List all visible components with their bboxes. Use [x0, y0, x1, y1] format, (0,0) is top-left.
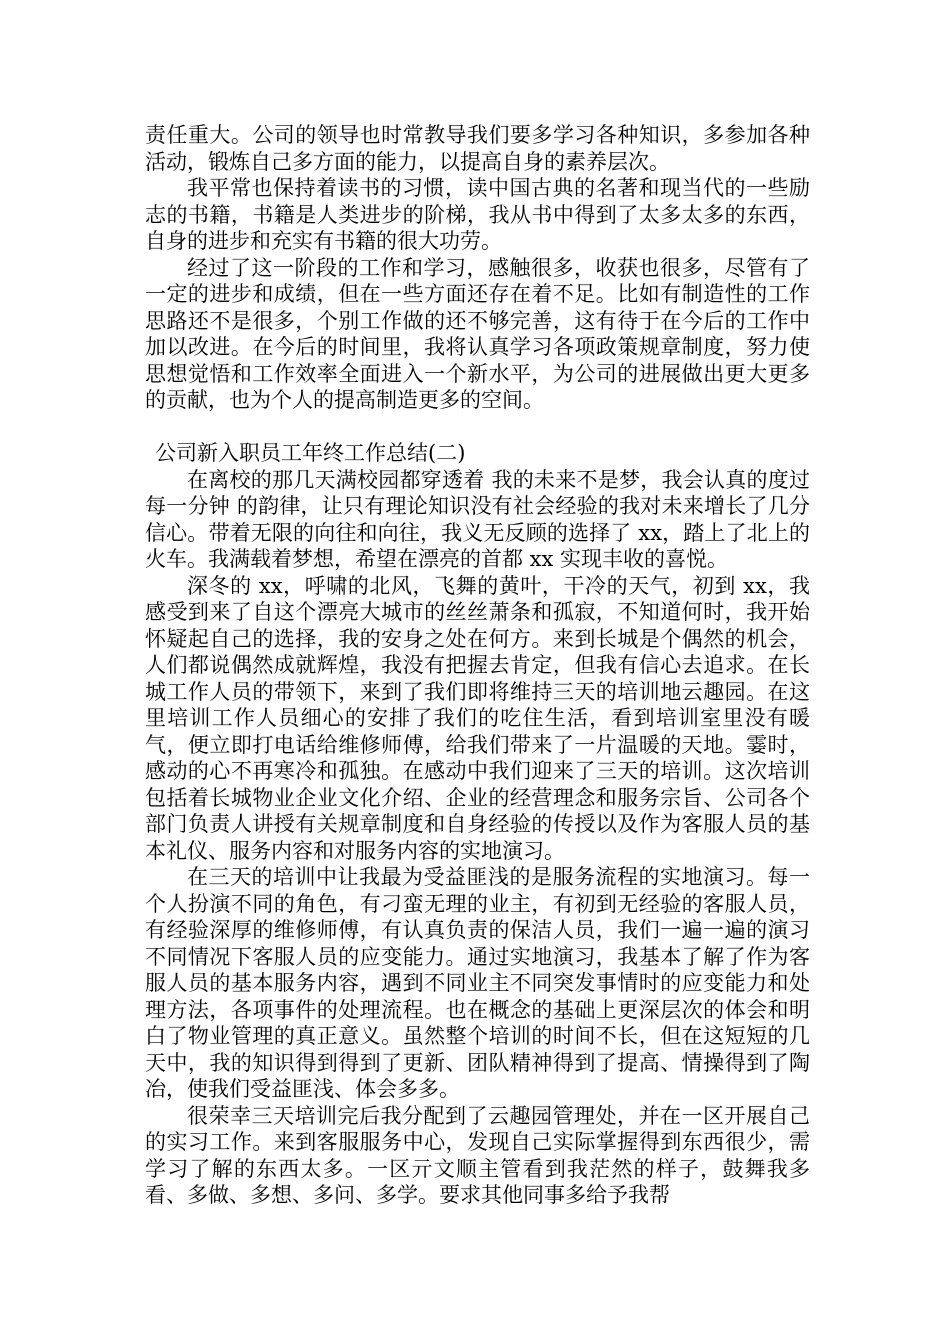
paragraph-1: 责任重大。公司的领导也时常教导我们要多学习各种知识，多参加各种活动，锻炼自己多方面的能力，以提高自身的素养层次。 [145, 123, 810, 174]
paragraph-6: 在三天的培训中让我最为受益匪浅的是服务流程的实地演习。每一个人扮演不同的角色，有刁蛮无理的业主，有初到无经验的客服人员，有经验深厚的维修师傅，有认真负责的保洁人员，我们一遍一遍的演习不同情况下客服人员的应变能力。通过实地演习，我基本了解了作为客服人员的基本服务内容，遇到不同业主不同突发事情时的应变能力和处理方法，各项事件的处理流程。也在概念的基础上更深层次的体会和明白了物业管理的真正意义。虽然整个培训的时间不长，但在这短短的几天中，我的知识得到得到了更新、团队精神得到了提高、情操得到了陶冶，使我们受益匪浅、体会多多。 [145, 865, 810, 1101]
paragraph-spacer [145, 414, 810, 441]
paragraph-3: 经过了这一阶段的工作和学习，感触很多，收获也很多，尽管有了一定的进步和成绩，但在一些方面还存在着不足。比如有制造性的工作思路还不是很多，个别工作做的还不够完善，这有待于在今后的工作中加以改进。在今后的时间里，我将认真学习各项政策规章制度，努力使思想觉悟和工作效率全面进入一个新水平，为公司的进展做出更大更多的贡献，也为个人的提高制造更多的空间。 [145, 255, 810, 412]
section-title: 公司新入职员工年终工作总结(二) [155, 441, 466, 465]
paragraph-4: 在离校的那几天满校园都穿透着 我的未来不是梦，我会认真的度过每一分钟 的韵律，让只有理论知识没有社会经验的我对未来增长了几分信心。带着无限的向往和向往，我义无反顾的选择了 xx，踏上了北上的火车。我满载着梦想，希望在漂亮的首都 xx 实现丰收的喜悦。 [145, 467, 810, 571]
paragraph-5: 深冬的 xx，呼啸的北风，飞舞的黄叶，干冷的天气，初到 xx，我感受到来了自这个漂亮大城市的丝丝萧条和孤寂，不知道何时，我开始怀疑起自己的选择，我的安身之处在何方。来到长城是个偶然的机会，人们都说偶然成就辉煌，我没有把握去肯定，但我有信心去追求。在长城工作人员的带领下，来到了我们即将维持三天的培训地云趣园。在这里培训工作人员细心的安排了我们的吃住生活，看到培训室里没有暖气，便立即打电话给维修师傅，给我们带来了一片温暖的天地。霎时，感动的心不再寒冷和孤独。在感动中我们迎来了三天的培训。这次培训包括着长城物业企业文化介绍、企业的经营理念和服务宗旨、公司各个部门负责人讲授有关规章制度和自身经验的传授以及作为客服人员的基本礼仪、服务内容和对服务内容的实地演习。 [145, 573, 810, 863]
paragraph-2: 我平常也保持着读书的习惯，读中国古典的名著和现当代的一些励志的书籍，书籍是人类进步的阶梯，我从书中得到了太多太多的东西，自身的进步和充实有书籍的很大功劳。 [145, 176, 810, 253]
paragraph-7: 很荣幸三天培训完后我分配到了云趣园管理处，并在一区开展自己的实习工作。来到客服服务中心，发现自己实际掌握得到东西很少，需学习了解的东西太多。一区亓文顺主管看到我茫然的样子，鼓舞我多看、多做、多想、多问、多学。要求其他同事多给予我帮 [145, 1103, 810, 1207]
document-page [145, 122, 810, 1209]
